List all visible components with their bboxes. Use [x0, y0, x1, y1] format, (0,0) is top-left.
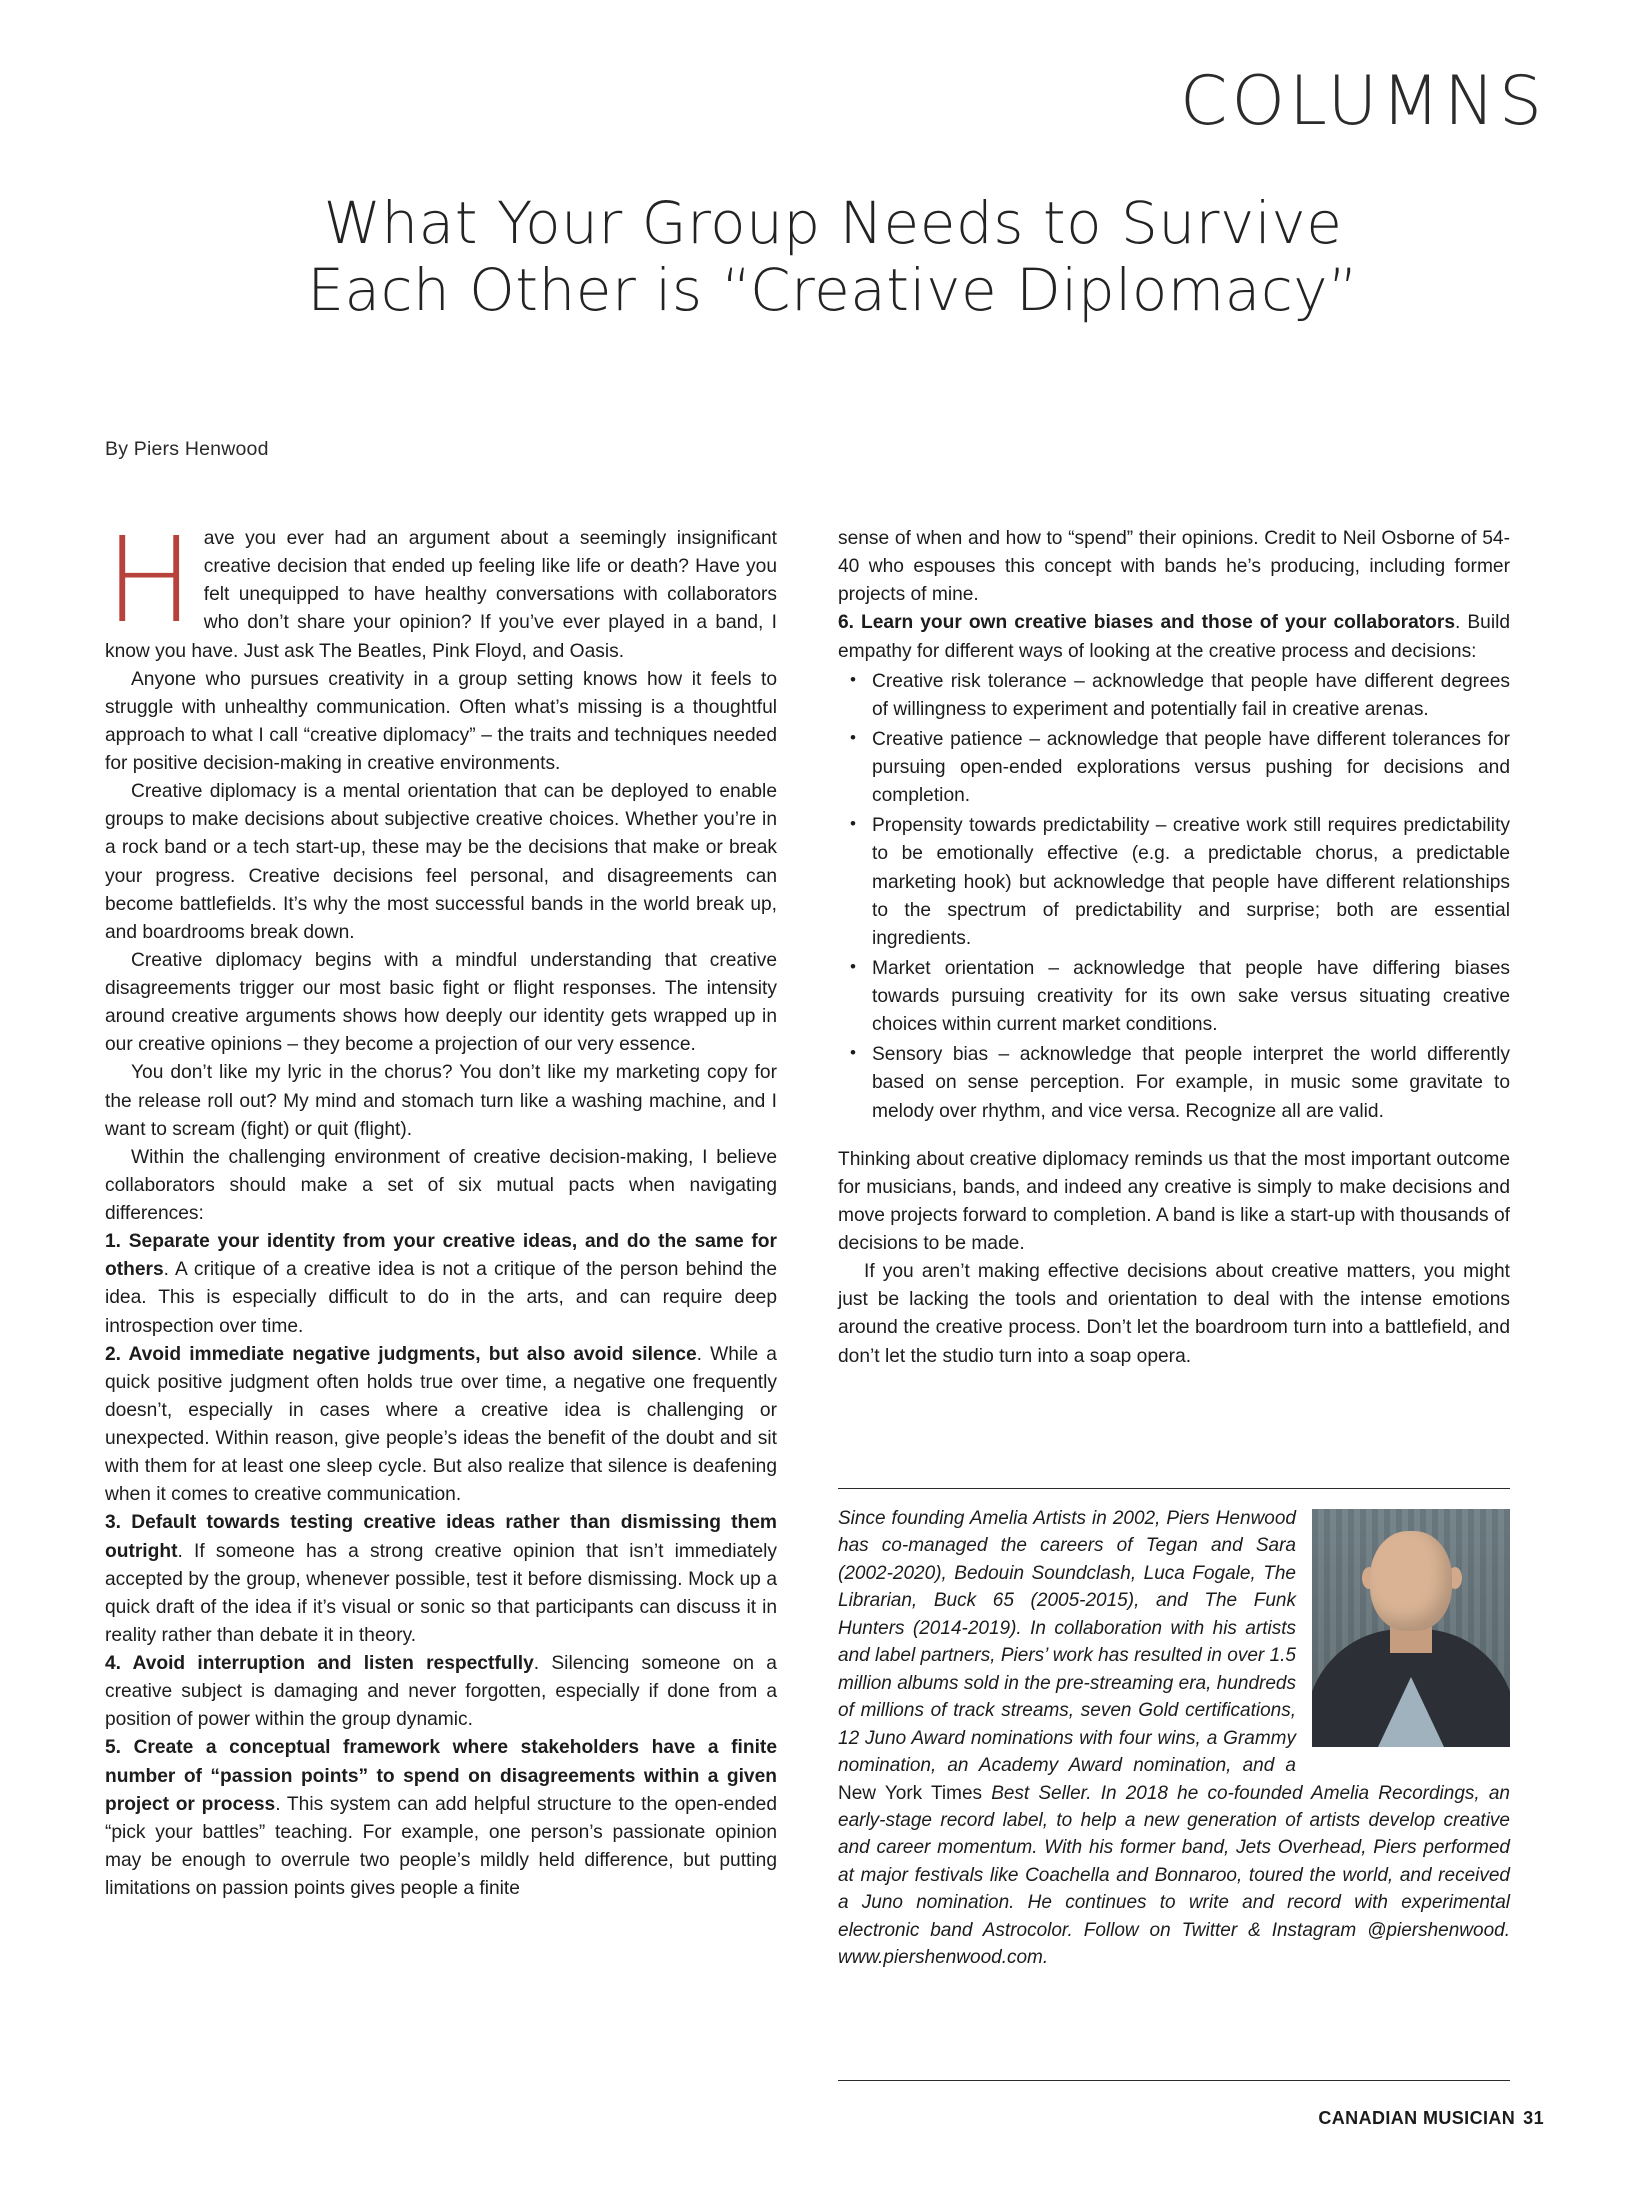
list-item: • Creative patience – acknowledge that people have different tolerances for pursuing open-ended explorations versus pushing for decisions and completion.	[838, 726, 1510, 810]
list-item-point-5	[105, 1734, 777, 1903]
paragraph: Anyone who pursues creativity in a group setting knows how it feels to struggle with unhealthy communication. Often what’s missing is a thoughtful approach to what I call “creative diplomacy” – the traits and techniques needed for positive decision-making in creative environments.	[105, 668, 777, 774]
point-6-body: . Build empathy for different ways of looking at the creative process and decisions:	[838, 612, 1511, 662]
page-title	[110, 190, 1556, 325]
paragraph: Creative diplomacy begins with a mindful understanding that creative disagreements trigger our most basic fight or flight responses. The intensity around creative arguments shows how deeply our identity gets wrapped up in our creative opinions – they become a projection of our very essence.	[105, 949, 777, 1056]
point-2-body: . While a quick positive judgment often holds true over time, a negative one frequently doesn’t, especially in cases where a creative idea is challenging or unexpected. Within reason, give people’s ideas the benefit of the doubt and sit with them for at least one sleep cycle. But also realize that silence is deafening when it comes to creative communication.	[105, 1343, 777, 1506]
paragraph-continued: sense of when and how to “spend” their opinions. Credit to Neil Osborne of 54-40 who espouses this concept with bands he’s producing, including former projects of mine.	[838, 528, 1510, 606]
drop-cap: H	[105, 511, 194, 649]
list-item: • Propensity towards predictability – creative work still requires predictability to be emotionally effective (e.g. a predictable chorus, a predictable marketing hook) but acknowledge that people have different relationships to the spectrum of predictability and surprise; both are essential ingredients.	[838, 812, 1510, 953]
point-6-heading: 6. Learn your own creative biases and those of your collaborators	[838, 612, 1456, 634]
list-item-point-3	[105, 1509, 777, 1650]
author-portrait	[1312, 1509, 1510, 1747]
paragraph-intro-text: ave you ever had an argument about a seemingly insignificant creative decision that ended up feeling like life or death? Have you felt unequipped to have healthy conversations with collaborators who don’t share your opinion? If you’ve ever played in a band, I know you have. Just ask The Beatles, Pink Floyd, and Oasis.	[105, 528, 777, 662]
paragraph-intro	[105, 511, 777, 666]
bio-text-part-2: Best Seller. In 2018 he co-founded Amelia Recordings, an early-stage record label, to help a new generation of artists develop creative and career momentum. With his former band, Jets Overhead, Piers performed at major festivals like Coachella and Bonnaroo, toured the world, and received a Juno nomination. He continues to write and record with experimental electronic band Astrocolor. Follow on Twitter & Instagram @piershenwood. www.piershenwood.com.	[838, 1782, 1510, 1969]
paragraph: Thinking about creative diplomacy reminds us that the most important outcome for musicians, bands, and indeed any creative is simply to make decisions and move projects forward to completion. A band is like a start-up with thousands of decisions to be made.	[838, 1148, 1510, 1254]
point-4-body: . Silencing someone on a creative subject is damaging and never forgotten, especially if done from a position of power within the group dynamic.	[105, 1653, 777, 1731]
list-item: • Creative risk tolerance – acknowledge that people have different degrees of willingness to experiment and potentially fail in creative arenas.	[838, 668, 1510, 724]
bio-divider-top	[838, 1488, 1510, 1489]
point-3-heading: 3. Default towards testing creative ideas rather than dismissing them outright	[105, 1512, 777, 1562]
list-item: • Sensory bias – acknowledge that people interpret the world differently based on sense perception. For example, in music some gravitate to melody over rhythm, and vice versa. Recognize all are valid.	[838, 1041, 1510, 1125]
point-5-body: . This system can add helpful structure to the open-ended “pick your battles” teaching. For example, one person’s passionate opinion may be enough to overrule two people’s mildly held difference, but putting limitations on passion points gives people a finite	[105, 1793, 778, 1899]
list-item: • Market orientation – acknowledge that people have differing biases towards pursuing creativity for its own sake versus situating creative choices within current market conditions.	[838, 955, 1510, 1039]
author-bio	[838, 1505, 1510, 1972]
headline-line-2: Each Other is “Creative Diplomacy”	[307, 256, 1359, 325]
bias-bullet-list	[838, 668, 1510, 1126]
page-footer	[1318, 2108, 1544, 2129]
paragraph: Within the challenging environment of creative decision-making, I believe collaborators should make a set of six mutual pacts when navigating differences:	[105, 1146, 777, 1224]
list-item-point-1	[105, 1228, 777, 1341]
list-item-point-6	[838, 609, 1510, 665]
point-2-heading: 2. Avoid immediate negative judgments, but also avoid silence	[105, 1343, 697, 1365]
headline-line-1: What Your Group Needs to Survive	[323, 189, 1343, 257]
magazine-name: CANADIAN MUSICIAN	[1318, 2108, 1516, 2128]
list-item-point-4	[105, 1650, 777, 1734]
point-1-heading: 1. Separate your identity from your creative ideas, and do the same for others	[105, 1231, 777, 1281]
point-4-heading: 4. Avoid interruption and listen respectfully	[105, 1653, 534, 1674]
left-text-column	[105, 511, 778, 1903]
right-text-column	[838, 525, 1510, 1371]
point-3-body: . If someone has a strong creative opinion that isn’t immediately accepted by the group, whenever possible, test it before dismissing. Mock up a quick draft of the idea if it’s visual or sonic so that participants can discuss it in reality rather than debate it in theory.	[105, 1540, 777, 1646]
paragraph: You don’t like my lyric in the chorus? You don’t like my marketing copy for the release roll out? My mind and stomach turn like a washing machine, and I want to scream (fight) or quit (flight).	[105, 1062, 777, 1140]
point-5-heading: 5. Create a conceptual framework where stakeholders have a finite number of “passion points” to spend on disagreements within a given project or process	[105, 1737, 777, 1815]
section-masthead: COLUMNS	[1180, 62, 1546, 141]
page-number: 31	[1523, 2108, 1544, 2128]
point-1-body: . A critique of a creative idea is not a critique of the person behind the idea. This is especially difficult to do in the arts, and can require deep introspection over time.	[105, 1259, 777, 1337]
byline: By Piers Henwood	[105, 438, 269, 460]
paragraph: If you aren’t making effective decisions about creative matters, you might just be lacking the tools and orientation to deal with the intense emotions around the creative process. Don’t let the boardroom turn into a battlefield, and don’t let the studio turn into a soap opera.	[838, 1261, 1510, 1367]
bio-text-part-1: Since founding Amelia Artists in 2002, Piers Henwood has co-managed the careers of Tegan and Sara (2002-2020), Bedouin Soundclash, Luca Fogale, The Librarian, Buck 65 (2005-2015), and The Funk Hunters (2014-2019). In collaboration with his artists and label partners, Piers’ work has resulted in over 1.5 million albums sold in the pre-streaming era, hundreds of millions of track streams, seven Gold certifications, 12 Juno Award nominations with four wins, a Grammy nomination, an Academy Award nomination, and a	[838, 1508, 1296, 1777]
bio-divider-bottom	[838, 2080, 1510, 2081]
bio-publication-name: New York Times	[838, 1782, 983, 1804]
paragraph: Creative diplomacy is a mental orientation that can be deployed to enable groups to make decisions about subjective creative choices. Whether you’re in a rock band or a tech start-up, these may be the decisions that make or break your progress. Creative decisions feel personal, and disagreements can become battlefields. It’s why the most successful bands in the world break up, and boardrooms break down.	[105, 781, 777, 943]
list-item-point-2	[105, 1341, 777, 1510]
